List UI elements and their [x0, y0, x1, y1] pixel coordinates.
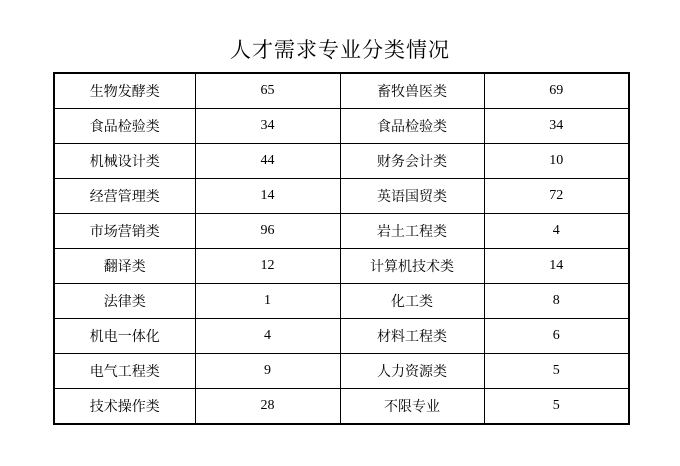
major-name-cell: 机械设计类 [54, 144, 195, 179]
demand-count-cell: 69 [484, 73, 629, 109]
major-name-cell: 财务会计类 [340, 144, 484, 179]
demand-count-cell: 65 [195, 73, 340, 109]
major-name-cell: 市场营销类 [54, 214, 195, 249]
demand-count-cell: 34 [484, 109, 629, 144]
demand-count-cell: 10 [484, 144, 629, 179]
demand-count-cell: 9 [195, 354, 340, 389]
table-row [54, 73, 629, 109]
major-name-cell: 化工类 [340, 284, 484, 319]
demand-count-cell: 14 [195, 179, 340, 214]
table-row [54, 249, 629, 284]
major-name-cell: 生物发酵类 [54, 73, 195, 109]
demand-count-cell: 44 [195, 144, 340, 179]
table-row [54, 284, 629, 319]
demand-count-cell: 5 [484, 354, 629, 389]
table-row [54, 319, 629, 354]
major-name-cell: 电气工程类 [54, 354, 195, 389]
major-name-cell: 不限专业 [340, 389, 484, 425]
major-name-cell: 食品检验类 [340, 109, 484, 144]
table-row [54, 354, 629, 389]
demand-count-cell: 6 [484, 319, 629, 354]
demand-count-cell: 14 [484, 249, 629, 284]
major-name-cell: 食品检验类 [54, 109, 195, 144]
major-name-cell: 翻译类 [54, 249, 195, 284]
demand-count-cell: 34 [195, 109, 340, 144]
demand-count-cell: 12 [195, 249, 340, 284]
major-name-cell: 计算机技术类 [340, 249, 484, 284]
major-name-cell: 经营管理类 [54, 179, 195, 214]
major-name-cell: 岩土工程类 [340, 214, 484, 249]
demand-count-cell: 8 [484, 284, 629, 319]
major-name-cell: 英语国贸类 [340, 179, 484, 214]
page-title: 人才需求专业分类情况 [230, 38, 450, 62]
talent-demand-table [53, 72, 630, 425]
demand-count-cell: 72 [484, 179, 629, 214]
table-row [54, 389, 629, 425]
demand-count-cell: 4 [195, 319, 340, 354]
major-name-cell: 技术操作类 [54, 389, 195, 425]
demand-count-cell: 5 [484, 389, 629, 425]
major-name-cell: 畜牧兽医类 [340, 73, 484, 109]
table-row [54, 109, 629, 144]
demand-count-cell: 96 [195, 214, 340, 249]
major-name-cell: 法律类 [54, 284, 195, 319]
major-name-cell: 材料工程类 [340, 319, 484, 354]
table-row [54, 214, 629, 249]
demand-count-cell: 4 [484, 214, 629, 249]
table-row [54, 179, 629, 214]
major-name-cell: 机电一体化 [54, 319, 195, 354]
major-name-cell: 人力资源类 [340, 354, 484, 389]
demand-count-cell: 1 [195, 284, 340, 319]
table-row [54, 144, 629, 179]
demand-count-cell: 28 [195, 389, 340, 425]
